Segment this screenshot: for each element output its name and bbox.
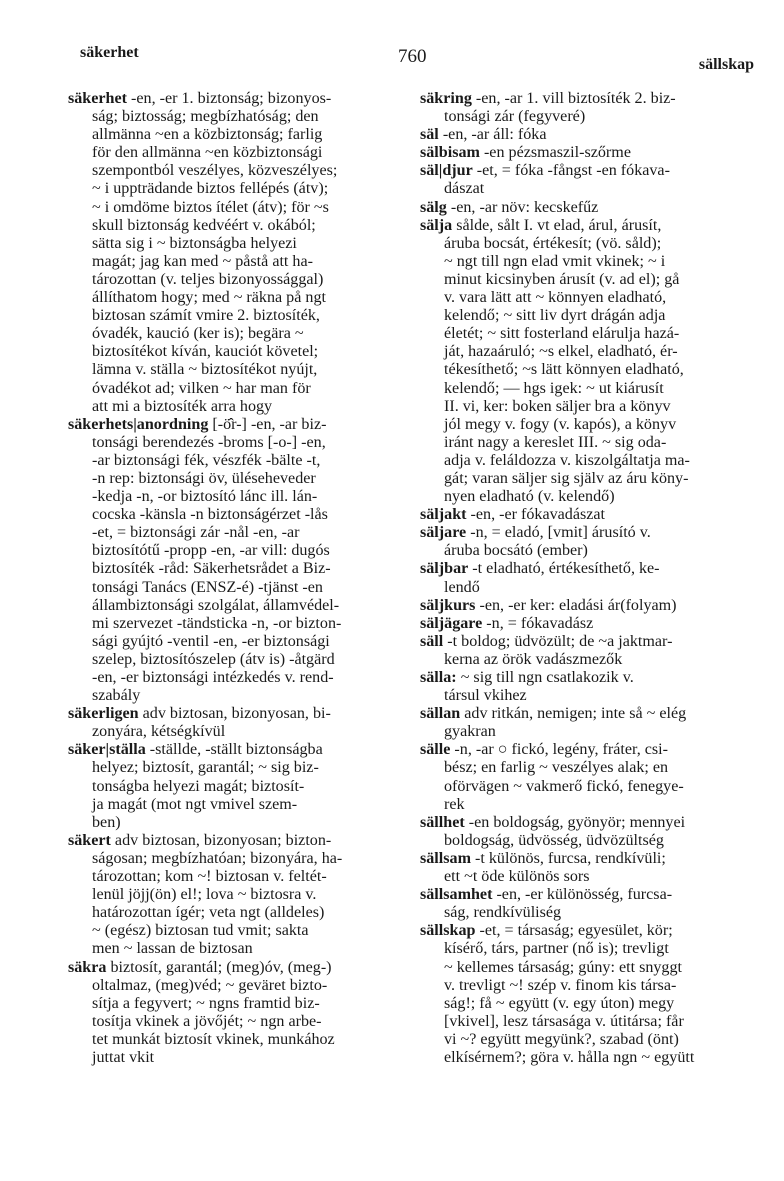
entry-continuation-line: -en, -er biztonsági intézkedés v. rend-	[92, 669, 334, 686]
entry-headword-line: sälja sålde, sålt I. vt elad, árul, árusít,	[420, 216, 662, 234]
entry-continuation-line: ságosan; megbízhatóan; bizonyára, ha-	[92, 849, 343, 867]
headword: säkert	[68, 831, 111, 849]
entry-continuation-line: kísérő, társ, partner (nő is); trevligt	[444, 940, 669, 958]
entry-continuation-line: lenül jöjj(ön) el!; lova ~ biztosra v.	[92, 886, 317, 904]
entry-continuation-line: för den allmänna ~en közbiztonsági	[92, 144, 323, 162]
entry-headword-line: säkerhet -en, -er 1. biztonság; bizonyos-	[68, 90, 332, 107]
headword: säkring	[420, 90, 472, 107]
entry-continuation-line: adja v. feláldozza v. kiszolgáltatja ma-	[444, 451, 690, 469]
entry-continuation-line: kerna az örök vadászmezők	[444, 650, 623, 668]
headword: säkerhet	[68, 90, 127, 107]
entry-continuation-line: men ~ lassan de biztosan	[92, 940, 253, 958]
entry-continuation-line: [vkivel], lesz társasága v. útitársa; får	[444, 1012, 684, 1030]
headword: sälle	[420, 741, 451, 759]
entry-continuation-line: elkísérnem?; göra v. hålla ngn ~ együtt	[444, 1048, 695, 1066]
entry-headword-line: säkerhets|anordning [-ö̂r-] -en, -ar biz-	[68, 415, 327, 433]
entry-headword-line: säljbar -t eladható, értékesíthető, ke-	[420, 560, 660, 578]
entry-continuation-line: tet munkát biztosít vkinek, munkához	[92, 1030, 335, 1048]
left-column	[68, 90, 403, 1067]
entry-continuation-line: -et, = biztonsági zár -nål -en, -ar	[92, 524, 300, 542]
entry-continuation-line: vi ~? együtt megyünk?, szabad (önt)	[444, 1030, 679, 1048]
entry-continuation-line: oltalmaz, (meg)véd; ~ geväret bizto-	[92, 976, 328, 994]
entry-continuation-line: ~ i uppträdande biztos fellépés (átv);	[92, 180, 329, 198]
entry-continuation-line: kelendő; — hgs igek: ~ ut kiárusít	[444, 379, 664, 397]
entry-headword-line: säkra biztosít, garantál; (meg)óv, (meg-)	[68, 958, 332, 976]
headword: sälla:	[420, 669, 457, 686]
entry-continuation-line: iránt nagy a kereslet III. ~ sig oda-	[444, 433, 667, 451]
headword: sällsamhet	[420, 886, 493, 904]
headword: säljbar	[420, 560, 469, 578]
headword: säkerligen	[68, 705, 139, 723]
entry-continuation-line: szabály	[92, 687, 141, 705]
entry-headword-line: säljägare -n, = fókavadász	[420, 614, 594, 632]
entry-continuation-line: ~ (egész) biztosan tud vmit; sakta	[92, 922, 309, 940]
page-header-right: sällskap	[698, 56, 754, 73]
entry-headword-line: säker|ställa -ställde, -ställt biztonságba	[68, 741, 323, 759]
entry-headword-line: sälla: ~ sig till ngn csatlakozik v.	[420, 669, 634, 686]
entry-continuation-line: dászat	[444, 180, 485, 198]
headword: sälbisam	[420, 144, 480, 162]
entry-continuation-line: biztosíték -råd: Säkerhetsrådet a Biz-	[92, 560, 331, 578]
headword: säker|ställa	[68, 741, 146, 759]
entry-headword-line: säkerligen adv biztosan, bizonyosan, bi-	[68, 705, 331, 723]
entry-continuation-line: ett ~t öde különös sors	[444, 868, 590, 886]
entry-continuation-line: -ar biztonsági fék, vészfék -bälte -t,	[92, 451, 321, 469]
entry-continuation-line: sági gyújtó -ventil -en, -er biztonsági	[92, 632, 330, 650]
entry-continuation-line: szempontból veszélyes, közveszélyes;	[92, 162, 338, 180]
headword: säljare	[420, 524, 467, 542]
entry-continuation-line: minut kicsinyben árusít (v. ad el); gå	[444, 270, 680, 288]
entry-continuation-line: v. trevligt ~! szép v. finom kis társa-	[444, 976, 677, 994]
entry-continuation-line: biztosan számít vmire 2. biztosíték,	[92, 307, 320, 325]
entry-continuation-line: lendő	[444, 578, 480, 596]
entry-continuation-line: állíthatom hogy; med ~ räkna på ngt	[92, 289, 326, 307]
entry-continuation-line: -kedja -n, -or biztosító lánc ill. lán-	[92, 488, 318, 506]
entry-continuation-line: áruba bocsát, értékesít; (vö. såld);	[444, 234, 662, 252]
entry-continuation-line: tonsági Tanács (ENSZ-é) -tjänst -en	[92, 578, 323, 596]
page-header-left: säkerhet	[80, 44, 139, 61]
entry-continuation-line: állambiztonsági szolgálat, államvédel-	[92, 596, 340, 614]
headword: sälja	[420, 216, 453, 234]
entry-headword-line: säljakt -en, -er fókavadászat	[420, 506, 606, 524]
entry-headword-line: säl -en, -ar áll: fóka	[420, 126, 547, 144]
headword: sällsam	[420, 849, 471, 867]
entry-continuation-line: tonságba helyezi magát; biztosít-	[92, 777, 305, 795]
entry-continuation-line: ~ ngt till ngn elad vmit vkinek; ~ i	[444, 252, 666, 270]
entry-headword-line: sällan adv ritkán, nemigen; inte så ~ elég	[420, 705, 687, 723]
page-number: 760	[398, 46, 427, 67]
entry-continuation-line: boldogság, üdvösség, üdvözültség	[444, 831, 664, 849]
headword: säll	[420, 632, 444, 650]
entry-continuation-line: nyen eladható (v. kelendő)	[444, 488, 615, 506]
entry-continuation-line: óvadékot ad; vilken ~ har man för	[92, 379, 311, 397]
entry-continuation-line: att mi a biztosíték arra hogy	[92, 397, 273, 415]
entry-headword-line: sällsamhet -en, -er különösség, furcsa-	[420, 886, 673, 904]
headword: sällan	[420, 705, 461, 723]
entry-headword-line: säkert adv biztosan, bizonyosan; bizton-	[68, 831, 332, 849]
entry-continuation-line: ben)	[92, 813, 121, 831]
entry-headword-line: sälbisam -en pézsmaszil-szőrme	[420, 144, 631, 162]
entry-continuation-line: tékesíthető; ~s lätt könnyen eladható,	[444, 361, 684, 379]
entry-continuation-line: ság, rendkívüliség	[444, 904, 562, 922]
entry-continuation-line: sätta sig i ~ biztonságba helyezi	[92, 234, 297, 252]
headword: säl|djur	[420, 162, 473, 180]
entry-continuation-line: II. vi, ker: boken säljer bra a könyv	[444, 397, 671, 415]
entry-continuation-line: biztosítótű -propp -en, -ar vill: dugós	[92, 542, 330, 560]
entry-continuation-line: skull biztonság kedvéért v. okából;	[92, 216, 316, 234]
entry-continuation-line: cocska -känsla -n biztonságérzet -lås	[92, 506, 328, 524]
entry-headword-line: säll -t boldog; üdvözült; de ~a jaktmar-	[420, 632, 673, 650]
right-column	[420, 90, 758, 1067]
entry-continuation-line: ~ kellemes társaság; gúny: ett snyggt	[444, 958, 682, 976]
entry-continuation-line: tonsági berendezés -broms [-o-] -en,	[92, 433, 326, 451]
entry-continuation-line: bész; en farlig ~ veszélyes alak; en	[444, 759, 669, 777]
headword: säljkurs	[420, 596, 476, 614]
entry-continuation-line: biztosítékot kíván, kauciót követel;	[92, 343, 319, 361]
entry-continuation-line: tározottan; kom ~! biztosan v. feltét-	[92, 868, 327, 886]
entry-continuation-line: lämna v. ställa ~ biztosítékot nyújt,	[92, 361, 318, 379]
entry-continuation-line: ~ i omdöme biztos ítélet (átv); för ~s	[92, 198, 329, 216]
headword: sälg	[420, 198, 447, 216]
entry-continuation-line: óvadék, kaució (ker is); begära ~	[92, 325, 304, 343]
entry-continuation-line: gát; varan säljer sig själv az áru köny-	[444, 469, 689, 487]
entry-continuation-line: tonsági zár (fegyveré)	[444, 108, 586, 126]
entry-continuation-line: zonyára, kétségkívül	[92, 723, 226, 741]
entry-continuation-line: juttat vkit	[92, 1048, 155, 1066]
entry-headword-line: sälg -en, -ar növ: kecskefűz	[420, 198, 599, 216]
entry-continuation-line: tározottan (v. teljes bizonyossággal)	[92, 270, 324, 288]
entry-headword-line: sällsam -t különös, furcsa, rendkívüli;	[420, 849, 666, 867]
entry-headword-line: sälle -n, -ar ○ fickó, legény, fráter, csi-	[420, 741, 669, 759]
headword: sällskap	[420, 922, 476, 940]
headword: säkra	[68, 958, 107, 976]
headword: säl	[420, 126, 439, 144]
entry-continuation-line: jól megy v. fogy (v. kapós), a könyv	[444, 415, 677, 433]
entry-continuation-line: oförvägen ~ vakmerő fickó, fenegye-	[444, 777, 684, 795]
entry-headword-line: sällhet -en boldogság, gyönyör; mennyei	[420, 813, 686, 831]
headword: sällhet	[420, 813, 465, 831]
entry-continuation-line: kelendő; ~ sitt liv dyrt drágán adja	[444, 307, 666, 325]
entry-continuation-line: sítja a fegyvert; ~ ngns framtid biz-	[92, 994, 320, 1012]
entry-continuation-line: ja magát (mot ngt vmivel szem-	[92, 795, 298, 813]
entry-continuation-line: helyez; biztosít, garantál; ~ sig biz-	[92, 759, 319, 777]
entry-headword-line: säljare -n, = eladó, [vmit] árusító v.	[420, 524, 651, 542]
entry-continuation-line: ság!; få ~ együtt (v. egy úton) megy	[444, 994, 675, 1012]
entry-continuation-line: életét; ~ sitt fosterland elárulja hazá-	[444, 325, 680, 343]
entry-continuation-line: rek	[444, 795, 465, 813]
entry-continuation-line: szelep, biztosítószelep (átv is) -åtgärd	[92, 650, 335, 668]
entry-headword-line: säljkurs -en, -er ker: eladási ár(folyam)	[420, 596, 677, 614]
entry-continuation-line: magát; jag kan med ~ påstå att ha-	[92, 252, 313, 270]
entry-continuation-line: társul vkihez	[444, 687, 527, 705]
headword: säljägare	[420, 614, 483, 632]
entry-continuation-line: -n rep: biztonsági öv, üléseheveder	[92, 469, 316, 487]
entry-continuation-line: v. vara lätt att ~ könnyen eladható,	[444, 289, 667, 307]
entry-continuation-line: allmänna ~en a közbiztonság; farlig	[92, 126, 323, 144]
entry-continuation-line: gyakran	[444, 723, 496, 741]
entry-continuation-line: ság; biztosság; megbízhatóság; den	[92, 108, 319, 126]
entry-headword-line: säkring -en, -ar 1. vill biztosíték 2. biz-	[420, 90, 676, 107]
entry-headword-line: säl|djur -et, = fóka -fångst -en fókava-	[420, 162, 670, 180]
entry-continuation-line: tosítja vkinek a jövőjét; ~ ngn arbe-	[92, 1012, 322, 1030]
headword: säkerhets|anordning	[68, 415, 209, 433]
entry-continuation-line: határozottan ígér; veta ngt (alldeles)	[92, 904, 325, 922]
entry-continuation-line: ját, hazaáruló; ~s elkel, eladható, ér-	[444, 343, 678, 361]
entry-continuation-line: mi szervezet -tändsticka -n, -or bizton-	[92, 614, 342, 632]
entry-headword-line: sällskap -et, = társaság; egyesület, kör;	[420, 922, 673, 940]
entry-continuation-line: áruba bocsátó (ember)	[444, 542, 588, 560]
headword: säljakt	[420, 506, 467, 524]
